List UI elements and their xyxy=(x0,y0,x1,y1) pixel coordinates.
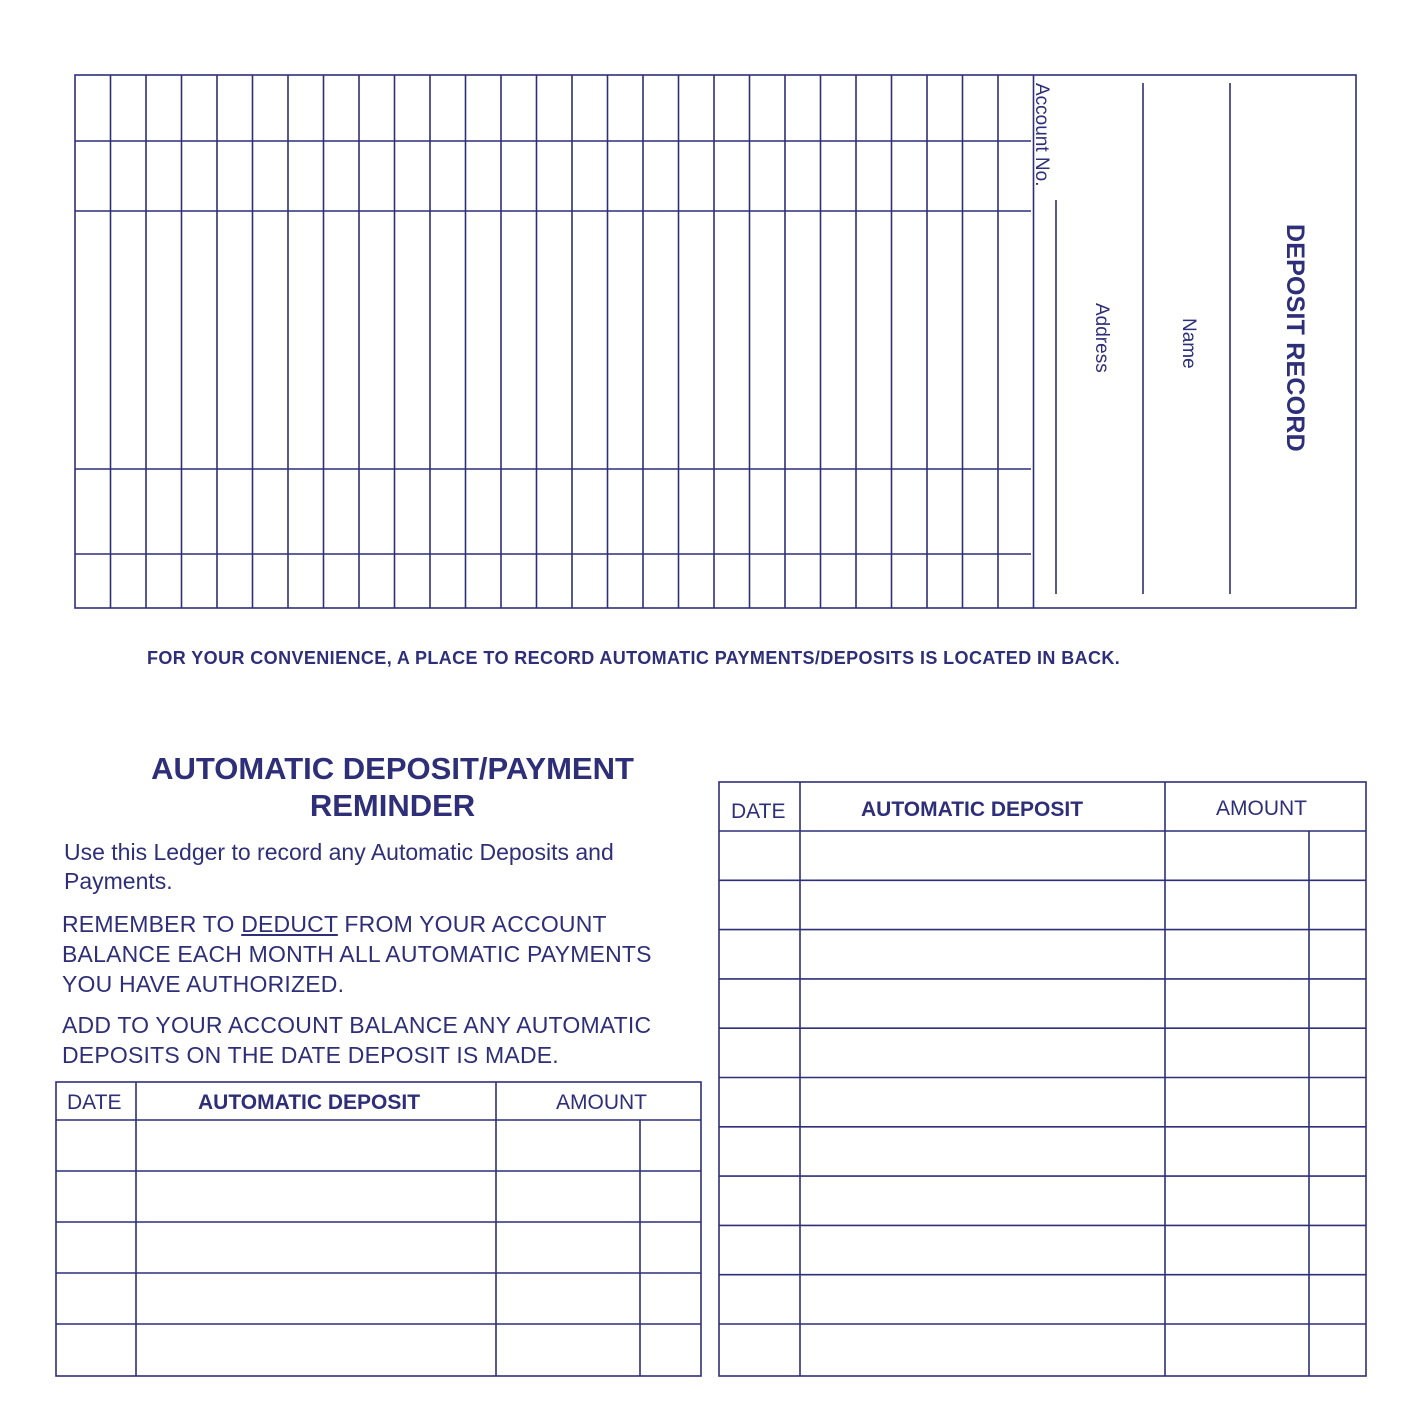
reminder-title-line2: REMINDER xyxy=(309,788,476,823)
left-ledger-amount-header: AMOUNT xyxy=(556,1091,647,1114)
right-ledger-frame xyxy=(719,782,1366,1376)
address-label: Address xyxy=(1091,303,1112,373)
name-label: Name xyxy=(1178,318,1199,369)
deduct-note-start: REMEMBER TO xyxy=(62,911,242,937)
reminder-title-line1: AUTOMATIC DEPOSIT/PAYMENT xyxy=(151,751,634,786)
right-ledger-amount-header: AMOUNT xyxy=(1216,797,1307,820)
reminder-title xyxy=(90,750,695,824)
reminder-add-note: ADD TO YOUR ACCOUNT BALANCE ANY AUTOMATIC DEPOSITS ON THE DATE DEPOSIT IS MADE. xyxy=(62,1012,652,1068)
left-ledger-frame xyxy=(56,1082,701,1376)
deposit-record-frame xyxy=(75,75,1356,608)
left-ledger-date-header: DATE xyxy=(67,1091,122,1114)
reminder-deduct-note xyxy=(62,909,682,999)
left-ledger-deposit-header: AUTOMATIC DEPOSIT xyxy=(198,1091,421,1114)
convenience-note: FOR YOUR CONVENIENCE, A PLACE TO RECORD AUTOMATIC PAYMENTS/DEPOSITS IS LOCATED IN BACK. xyxy=(147,648,1121,668)
right-ledger-deposit-header: AUTOMATIC DEPOSIT xyxy=(861,798,1084,821)
account-number-label: Account No. xyxy=(1031,83,1052,187)
right-ledger-date-header: DATE xyxy=(731,800,786,823)
deduct-word: DEDUCT xyxy=(241,911,338,937)
reminder-intro: Use this Ledger to record any Automatic Deposits and Payments. xyxy=(64,839,614,894)
deduct-note-end: FROM YOUR ACCOUNT BALANCE EACH MONTH ALL AUTOMATIC PAYMENTS YOU HAVE AUTHORIZED. xyxy=(62,911,652,997)
deposit-record-title: DEPOSIT RECORD xyxy=(1281,224,1309,452)
